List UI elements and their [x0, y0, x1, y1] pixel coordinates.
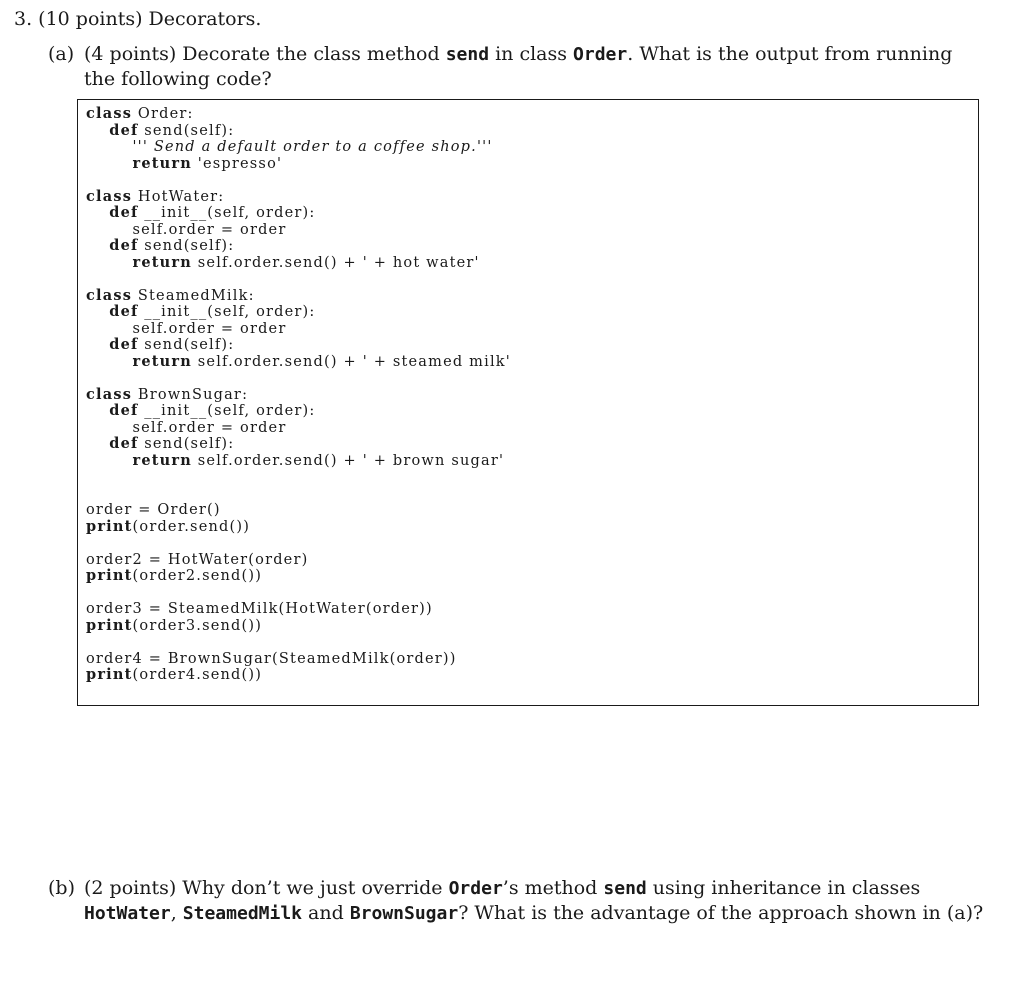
code-line: class Order: — [86, 105, 194, 122]
code-line: order4 = BrownSugar(SteamedMilk(order)) — [86, 650, 457, 667]
part-a — [48, 42, 988, 92]
part-b-text-5: and — [302, 902, 350, 924]
code-line: return 'espresso' — [132, 154, 283, 172]
part-a-code-order: Order — [573, 44, 628, 65]
part-b-text-6: ? What is the advantage of the approach shown in (a)? — [458, 902, 984, 924]
code-line: class BrownSugar: — [86, 385, 249, 403]
part-b-text-4: , — [170, 902, 183, 924]
part-b-code-brownsugar: BrownSugar — [349, 903, 459, 924]
code-line: order2 = HotWater(order) — [86, 551, 309, 568]
code-line: self.order = order — [86, 320, 287, 337]
code-line: def __init__(self, order): — [109, 303, 316, 320]
code-line: return self.order.send() + ' + hot water' — [132, 253, 480, 271]
part-a-text-1: (4 points) Decorate the class method — [84, 43, 446, 65]
code-line: return self.order.send() + ' + brown sugar' — [132, 451, 505, 469]
code-line: ''' Send a default order to a coffee shop.''' — [132, 139, 493, 155]
part-b-text-3: using inheritance in classes — [646, 877, 921, 899]
part-b-text-1: (2 points) Why don’t we just override — [84, 877, 449, 899]
code-line: print(order4.send()) — [86, 666, 263, 683]
code-line: def send(self): — [109, 435, 235, 452]
part-b-prompt — [84, 876, 988, 926]
code-line: order = Order() — [86, 502, 221, 518]
code-line: print(order3.send()) — [86, 616, 263, 634]
code-line: self.order = order — [86, 419, 287, 436]
code-line: def __init__(self, order): — [109, 402, 316, 419]
part-b-code-send: send — [603, 878, 647, 899]
part-b-label: (b) — [48, 877, 75, 899]
part-b-code-order: Order — [448, 878, 503, 899]
code-line: def __init__(self, order): — [109, 204, 316, 221]
part-b — [48, 876, 988, 926]
part-a-label: (a) — [48, 43, 75, 65]
code-line: print(order2.send()) — [86, 567, 263, 584]
part-a-code-send: send — [445, 44, 490, 65]
code-line: order3 = SteamedMilk(HotWater(order)) — [86, 601, 433, 617]
part-a-text-2: in class — [489, 43, 574, 65]
code-line: class HotWater: — [86, 187, 225, 205]
code-line: self.order = order — [86, 221, 287, 238]
part-b-code-steamedmilk: SteamedMilk — [182, 903, 303, 924]
part-b-text-2: ’s method — [502, 877, 604, 899]
part-b-code-hotwater: HotWater — [84, 903, 171, 924]
code-listing-box — [77, 99, 979, 706]
part-a-prompt — [84, 42, 988, 92]
code-line: def send(self): — [109, 336, 235, 353]
code-line: def send(self): — [109, 121, 235, 139]
code-line: return self.order.send() + ' + steamed milk' — [132, 352, 511, 370]
code-line: def send(self): — [109, 237, 235, 254]
part-a-text-3: . What is the output from running the following code? — [84, 43, 953, 90]
code-listing — [86, 106, 511, 684]
question-heading: 3. (10 points) Decorators. — [14, 8, 262, 30]
code-line: class SteamedMilk: — [86, 286, 255, 304]
code-line: print(order.send()) — [86, 517, 251, 535]
